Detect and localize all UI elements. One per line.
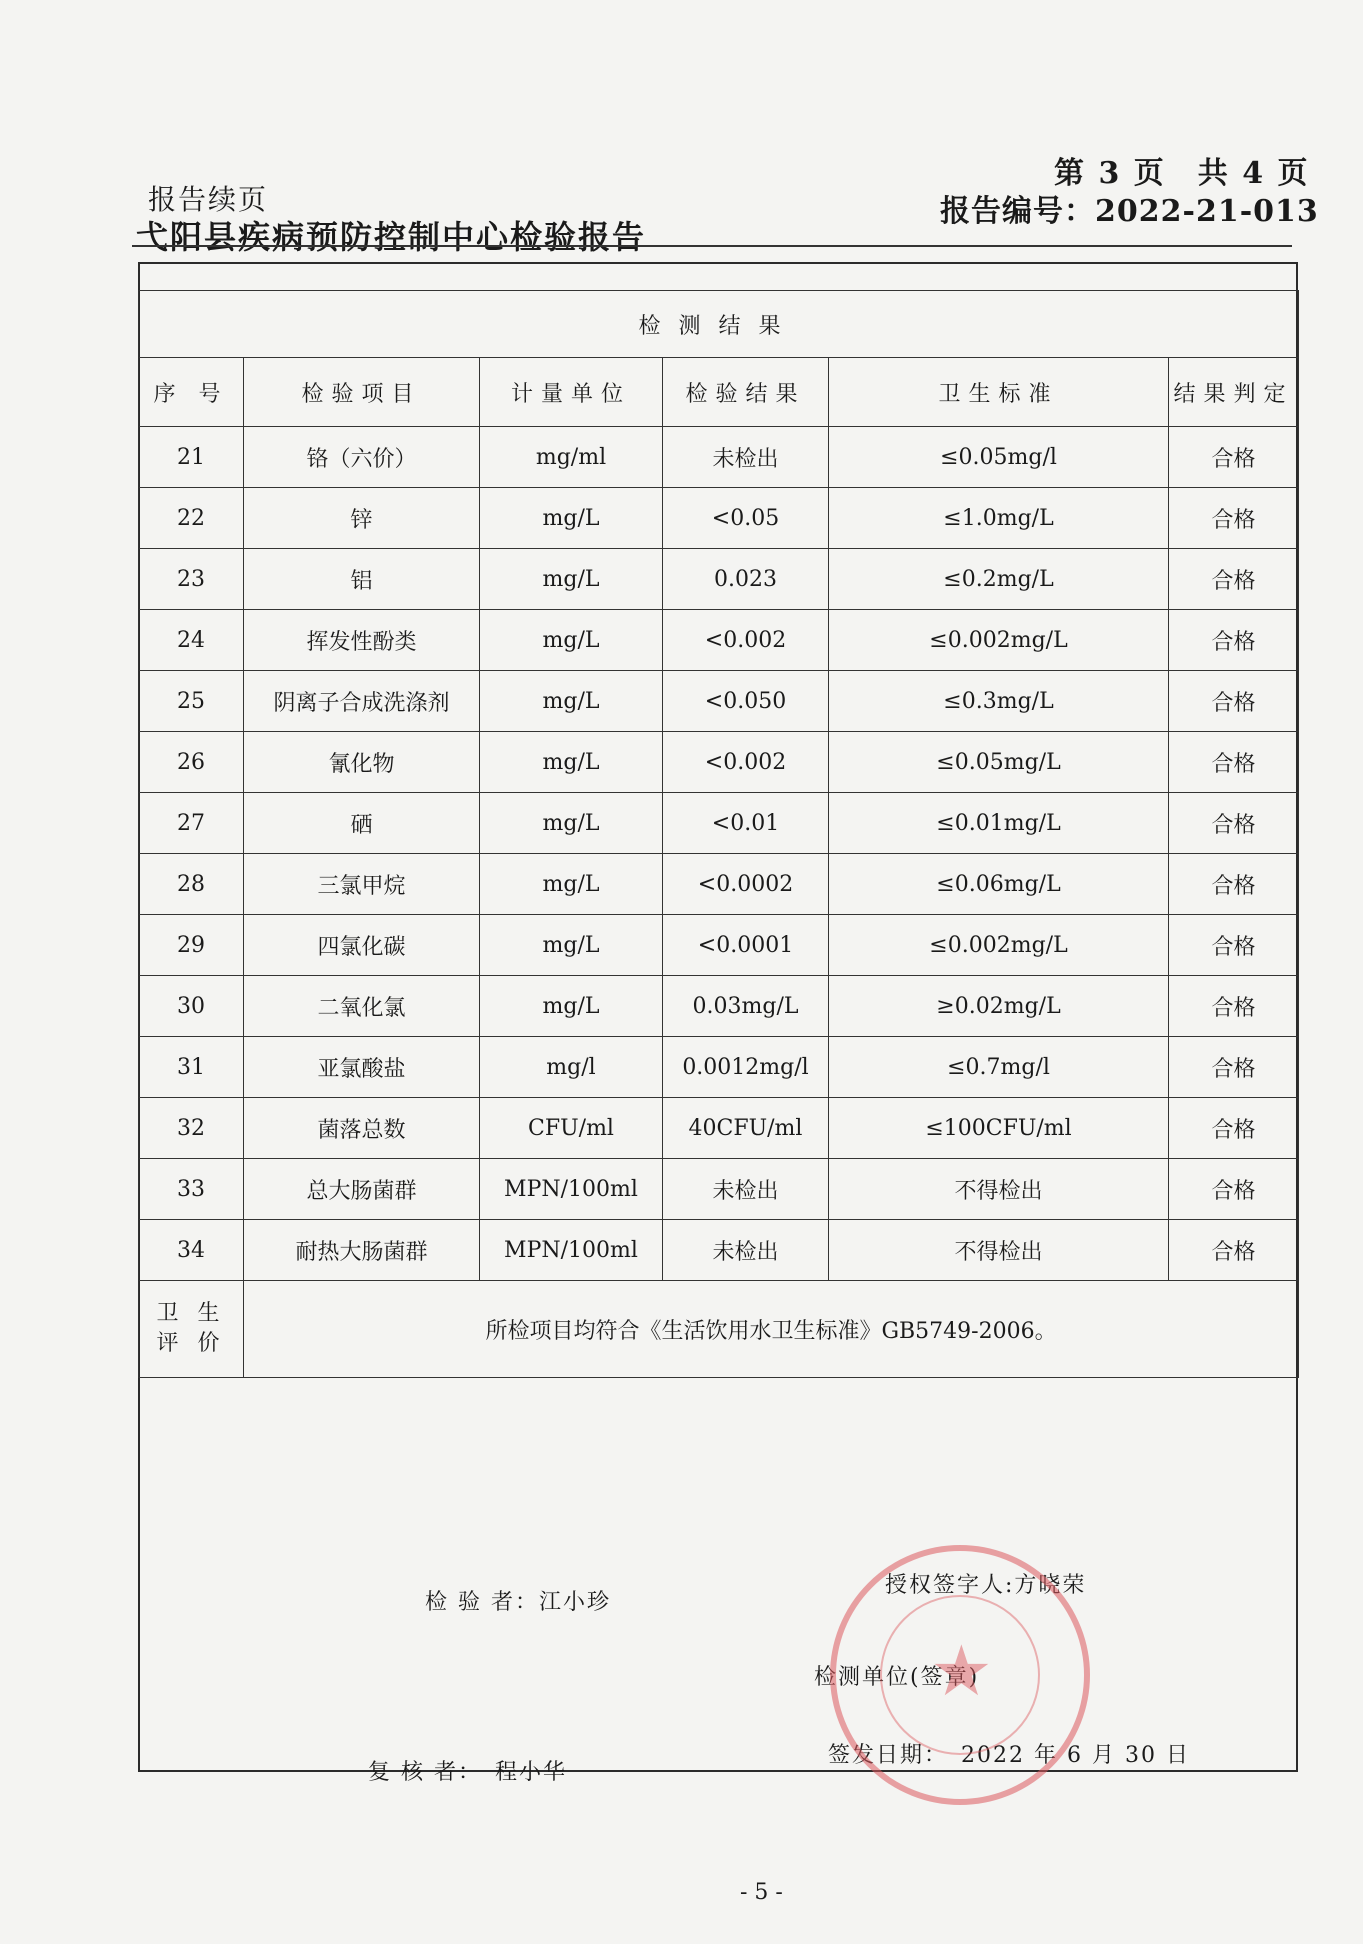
seal-star-icon: ★ — [930, 1630, 993, 1712]
hygiene-standard: ≤0.05mg/l — [829, 427, 1169, 488]
row-number: 24 — [139, 610, 244, 671]
evaluation-text: 所检项目均符合《生活饮用水卫生标准》GB5749-2006。 — [244, 1281, 1299, 1378]
table-row — [139, 671, 1299, 732]
row-number: 34 — [139, 1220, 244, 1281]
table-row — [139, 793, 1299, 854]
test-item: 铝 — [244, 549, 480, 610]
unit: CFU/ml — [480, 1098, 663, 1159]
hygiene-standard: ≤0.05mg/L — [829, 732, 1169, 793]
unit: mg/L — [480, 549, 663, 610]
verdict: 合格 — [1169, 1098, 1299, 1159]
test-item: 硒 — [244, 793, 480, 854]
page-info: 第 3 页 共 4 页 — [1054, 156, 1310, 191]
verdict: 合格 — [1169, 671, 1299, 732]
test-item: 四氯化碳 — [244, 915, 480, 976]
unit: mg/L — [480, 671, 663, 732]
column-header-row — [139, 358, 1299, 427]
table-row — [139, 1220, 1299, 1281]
evaluation-row — [139, 1281, 1299, 1378]
unit: mg/L — [480, 915, 663, 976]
row-number: 26 — [139, 732, 244, 793]
test-result: 未检出 — [663, 1159, 829, 1220]
unit: mg/L — [480, 610, 663, 671]
verdict: 合格 — [1169, 488, 1299, 549]
test-item: 亚氯酸盐 — [244, 1037, 480, 1098]
issue-date: 签发日期： 2022 年 6 月 30 日 — [828, 1743, 1190, 1768]
hygiene-standard: ≤100CFU/ml — [829, 1098, 1169, 1159]
verdict: 合格 — [1169, 610, 1299, 671]
verdict: 合格 — [1169, 854, 1299, 915]
test-result: <0.002 — [663, 610, 829, 671]
table-row — [139, 1159, 1299, 1220]
evaluation-label — [139, 1281, 244, 1378]
test-result: <0.002 — [663, 732, 829, 793]
test-item: 氰化物 — [244, 732, 480, 793]
hygiene-standard: ≥0.02mg/L — [829, 976, 1169, 1037]
test-result: <0.0002 — [663, 854, 829, 915]
reviewer: 复 核 者： 程小华 — [368, 1760, 567, 1785]
column-header: 计量单位 — [480, 358, 663, 427]
verdict: 合格 — [1169, 1037, 1299, 1098]
test-item: 锌 — [244, 488, 480, 549]
test-result: 0.0012mg/l — [663, 1037, 829, 1098]
table-row — [139, 976, 1299, 1037]
hygiene-standard: 不得检出 — [829, 1220, 1169, 1281]
row-number: 31 — [139, 1037, 244, 1098]
column-header: 卫生标准 — [829, 358, 1169, 427]
evaluation-label-line: 评 价 — [156, 1331, 226, 1356]
verdict: 合格 — [1169, 549, 1299, 610]
row-number: 22 — [139, 488, 244, 549]
column-header: 序 号 — [139, 358, 244, 427]
test-result: 40CFU/ml — [663, 1098, 829, 1159]
row-number: 21 — [139, 427, 244, 488]
page-number: - 5 - — [740, 1880, 783, 1905]
test-item: 阴离子合成洗涤剂 — [244, 671, 480, 732]
table-row — [139, 488, 1299, 549]
row-number: 30 — [139, 976, 244, 1037]
unit: mg/L — [480, 488, 663, 549]
test-item: 二氧化氯 — [244, 976, 480, 1037]
unit: mg/ml — [480, 427, 663, 488]
unit: mg/L — [480, 793, 663, 854]
section-title: 检测结果 — [139, 291, 1299, 358]
column-header: 检验结果 — [663, 358, 829, 427]
table-row — [139, 549, 1299, 610]
report-number: 报告编号：2022-21-013 — [940, 194, 1319, 229]
hygiene-standard: ≤0.01mg/L — [829, 793, 1169, 854]
unit: mg/L — [480, 854, 663, 915]
test-item: 铬（六价） — [244, 427, 480, 488]
test-item: 耐热大肠菌群 — [244, 1220, 480, 1281]
row-number: 33 — [139, 1159, 244, 1220]
verdict: 合格 — [1169, 976, 1299, 1037]
test-result: 0.03mg/L — [663, 976, 829, 1037]
hygiene-standard: ≤0.002mg/L — [829, 610, 1169, 671]
verdict: 合格 — [1169, 915, 1299, 976]
evaluation-label-line: 卫 生 — [156, 1301, 226, 1326]
hygiene-standard: ≤0.3mg/L — [829, 671, 1169, 732]
unit: mg/L — [480, 732, 663, 793]
test-item: 菌落总数 — [244, 1098, 480, 1159]
test-result: 未检出 — [663, 427, 829, 488]
results-table — [138, 290, 1299, 1378]
test-result: <0.01 — [663, 793, 829, 854]
test-item: 总大肠菌群 — [244, 1159, 480, 1220]
hygiene-standard: 不得检出 — [829, 1159, 1169, 1220]
hygiene-standard: ≤0.002mg/L — [829, 915, 1169, 976]
hygiene-standard: ≤1.0mg/L — [829, 488, 1169, 549]
verdict: 合格 — [1169, 793, 1299, 854]
row-number: 32 — [139, 1098, 244, 1159]
continuation-label: 报告续页 — [148, 183, 269, 216]
report-title: 弋阳县疾病预防控制中心检验报告 — [136, 218, 647, 256]
hygiene-standard: ≤0.7mg/l — [829, 1037, 1169, 1098]
unit: mg/L — [480, 976, 663, 1037]
table-row — [139, 1037, 1299, 1098]
header-rule — [132, 245, 1292, 247]
test-result: 未检出 — [663, 1220, 829, 1281]
table-row — [139, 427, 1299, 488]
row-number: 29 — [139, 915, 244, 976]
table-row — [139, 854, 1299, 915]
table-row — [139, 610, 1299, 671]
unit: MPN/100ml — [480, 1159, 663, 1220]
verdict: 合格 — [1169, 1159, 1299, 1220]
table-row — [139, 732, 1299, 793]
authorized-signatory: 授权签字人:方晓荣 — [885, 1573, 1087, 1598]
verdict: 合格 — [1169, 732, 1299, 793]
hygiene-standard: ≤0.06mg/L — [829, 854, 1169, 915]
column-header: 结果判定 — [1169, 358, 1299, 427]
hygiene-standard: ≤0.2mg/L — [829, 549, 1169, 610]
testing-unit-seal: 检测单位(签章) — [814, 1665, 980, 1690]
row-number: 23 — [139, 549, 244, 610]
inspector: 检 验 者：江小珍 — [425, 1590, 611, 1615]
verdict: 合格 — [1169, 1220, 1299, 1281]
unit: MPN/100ml — [480, 1220, 663, 1281]
table-row — [139, 915, 1299, 976]
test-result: <0.0001 — [663, 915, 829, 976]
test-result: <0.05 — [663, 488, 829, 549]
column-header: 检验项目 — [244, 358, 480, 427]
row-number: 28 — [139, 854, 244, 915]
test-item: 挥发性酚类 — [244, 610, 480, 671]
row-number: 25 — [139, 671, 244, 732]
unit: mg/l — [480, 1037, 663, 1098]
test-item: 三氯甲烷 — [244, 854, 480, 915]
row-number: 27 — [139, 793, 244, 854]
table-row — [139, 1098, 1299, 1159]
test-result: 0.023 — [663, 549, 829, 610]
test-result: <0.050 — [663, 671, 829, 732]
verdict: 合格 — [1169, 427, 1299, 488]
